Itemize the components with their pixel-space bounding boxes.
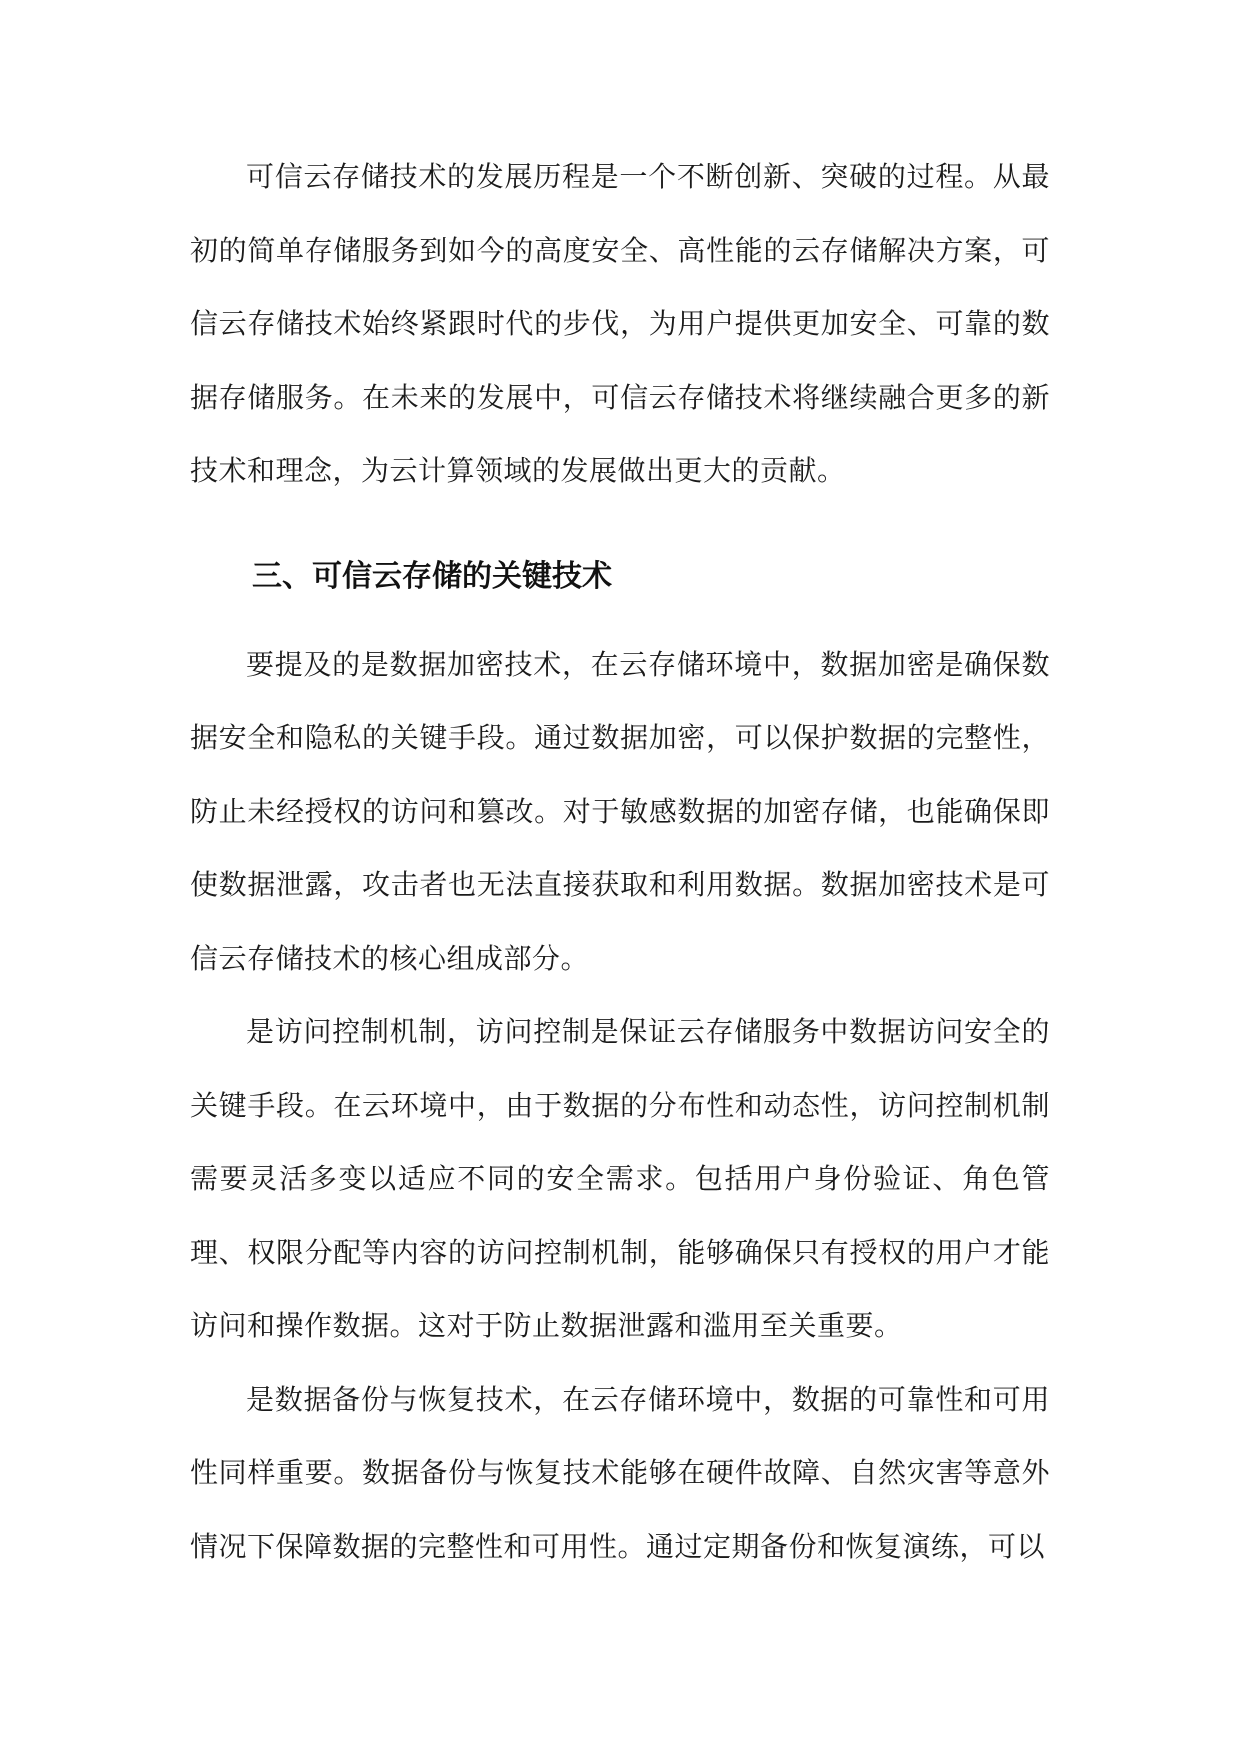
- document-body: [190, 140, 1050, 1583]
- intro-paragraph: 可信云存储技术的发展历程是一个不断创新、突破的过程。从最初的简单存储服务到如今的高度安全、高性能的云存储解决方案，可信云存储技术始终紧跟时代的步伐，为用户提供更加安全、可靠的数据存储服务。在未来的发展中，可信云存储技术将继续融合更多的新技术和理念，为云计算领域的发展做出更大的贡献。: [190, 160, 1050, 487]
- paragraph-access-control: 是访问控制机制，访问控制是保证云存储服务中数据访问安全的关键手段。在云环境中，由于数据的分布性和动态性，访问控制机制需要灵活多变以适应不同的安全需求。包括用户身份验证、角色管理、权限分配等内容的访问控制机制，能够确保只有授权的用户才能访问和操作数据。这对于防止数据泄露和滥用至关重要。: [190, 1015, 1050, 1342]
- paragraph-data-encryption: 要提及的是数据加密技术，在云存储环境中，数据加密是确保数据安全和隐私的关键手段。通过数据加密，可以保护数据的完整性，防止未经授权的访问和篡改。对于敏感数据的加密存储，也能确保即使数据泄露，攻击者也无法直接获取和利用数据。数据加密技术是可信云存储技术的核心组成部分。: [190, 647, 1050, 975]
- paragraph-backup-recovery: 是数据备份与恢复技术，在云存储环境中，数据的可靠性和可用性同样重要。数据备份与恢复技术能够在硬件故障、自然灾害等意外情况下保障数据的完整性和可用性。通过定期备份和恢复演练，可以: [190, 1382, 1050, 1563]
- section-heading: 三、可信云存储的关键技术: [252, 558, 612, 594]
